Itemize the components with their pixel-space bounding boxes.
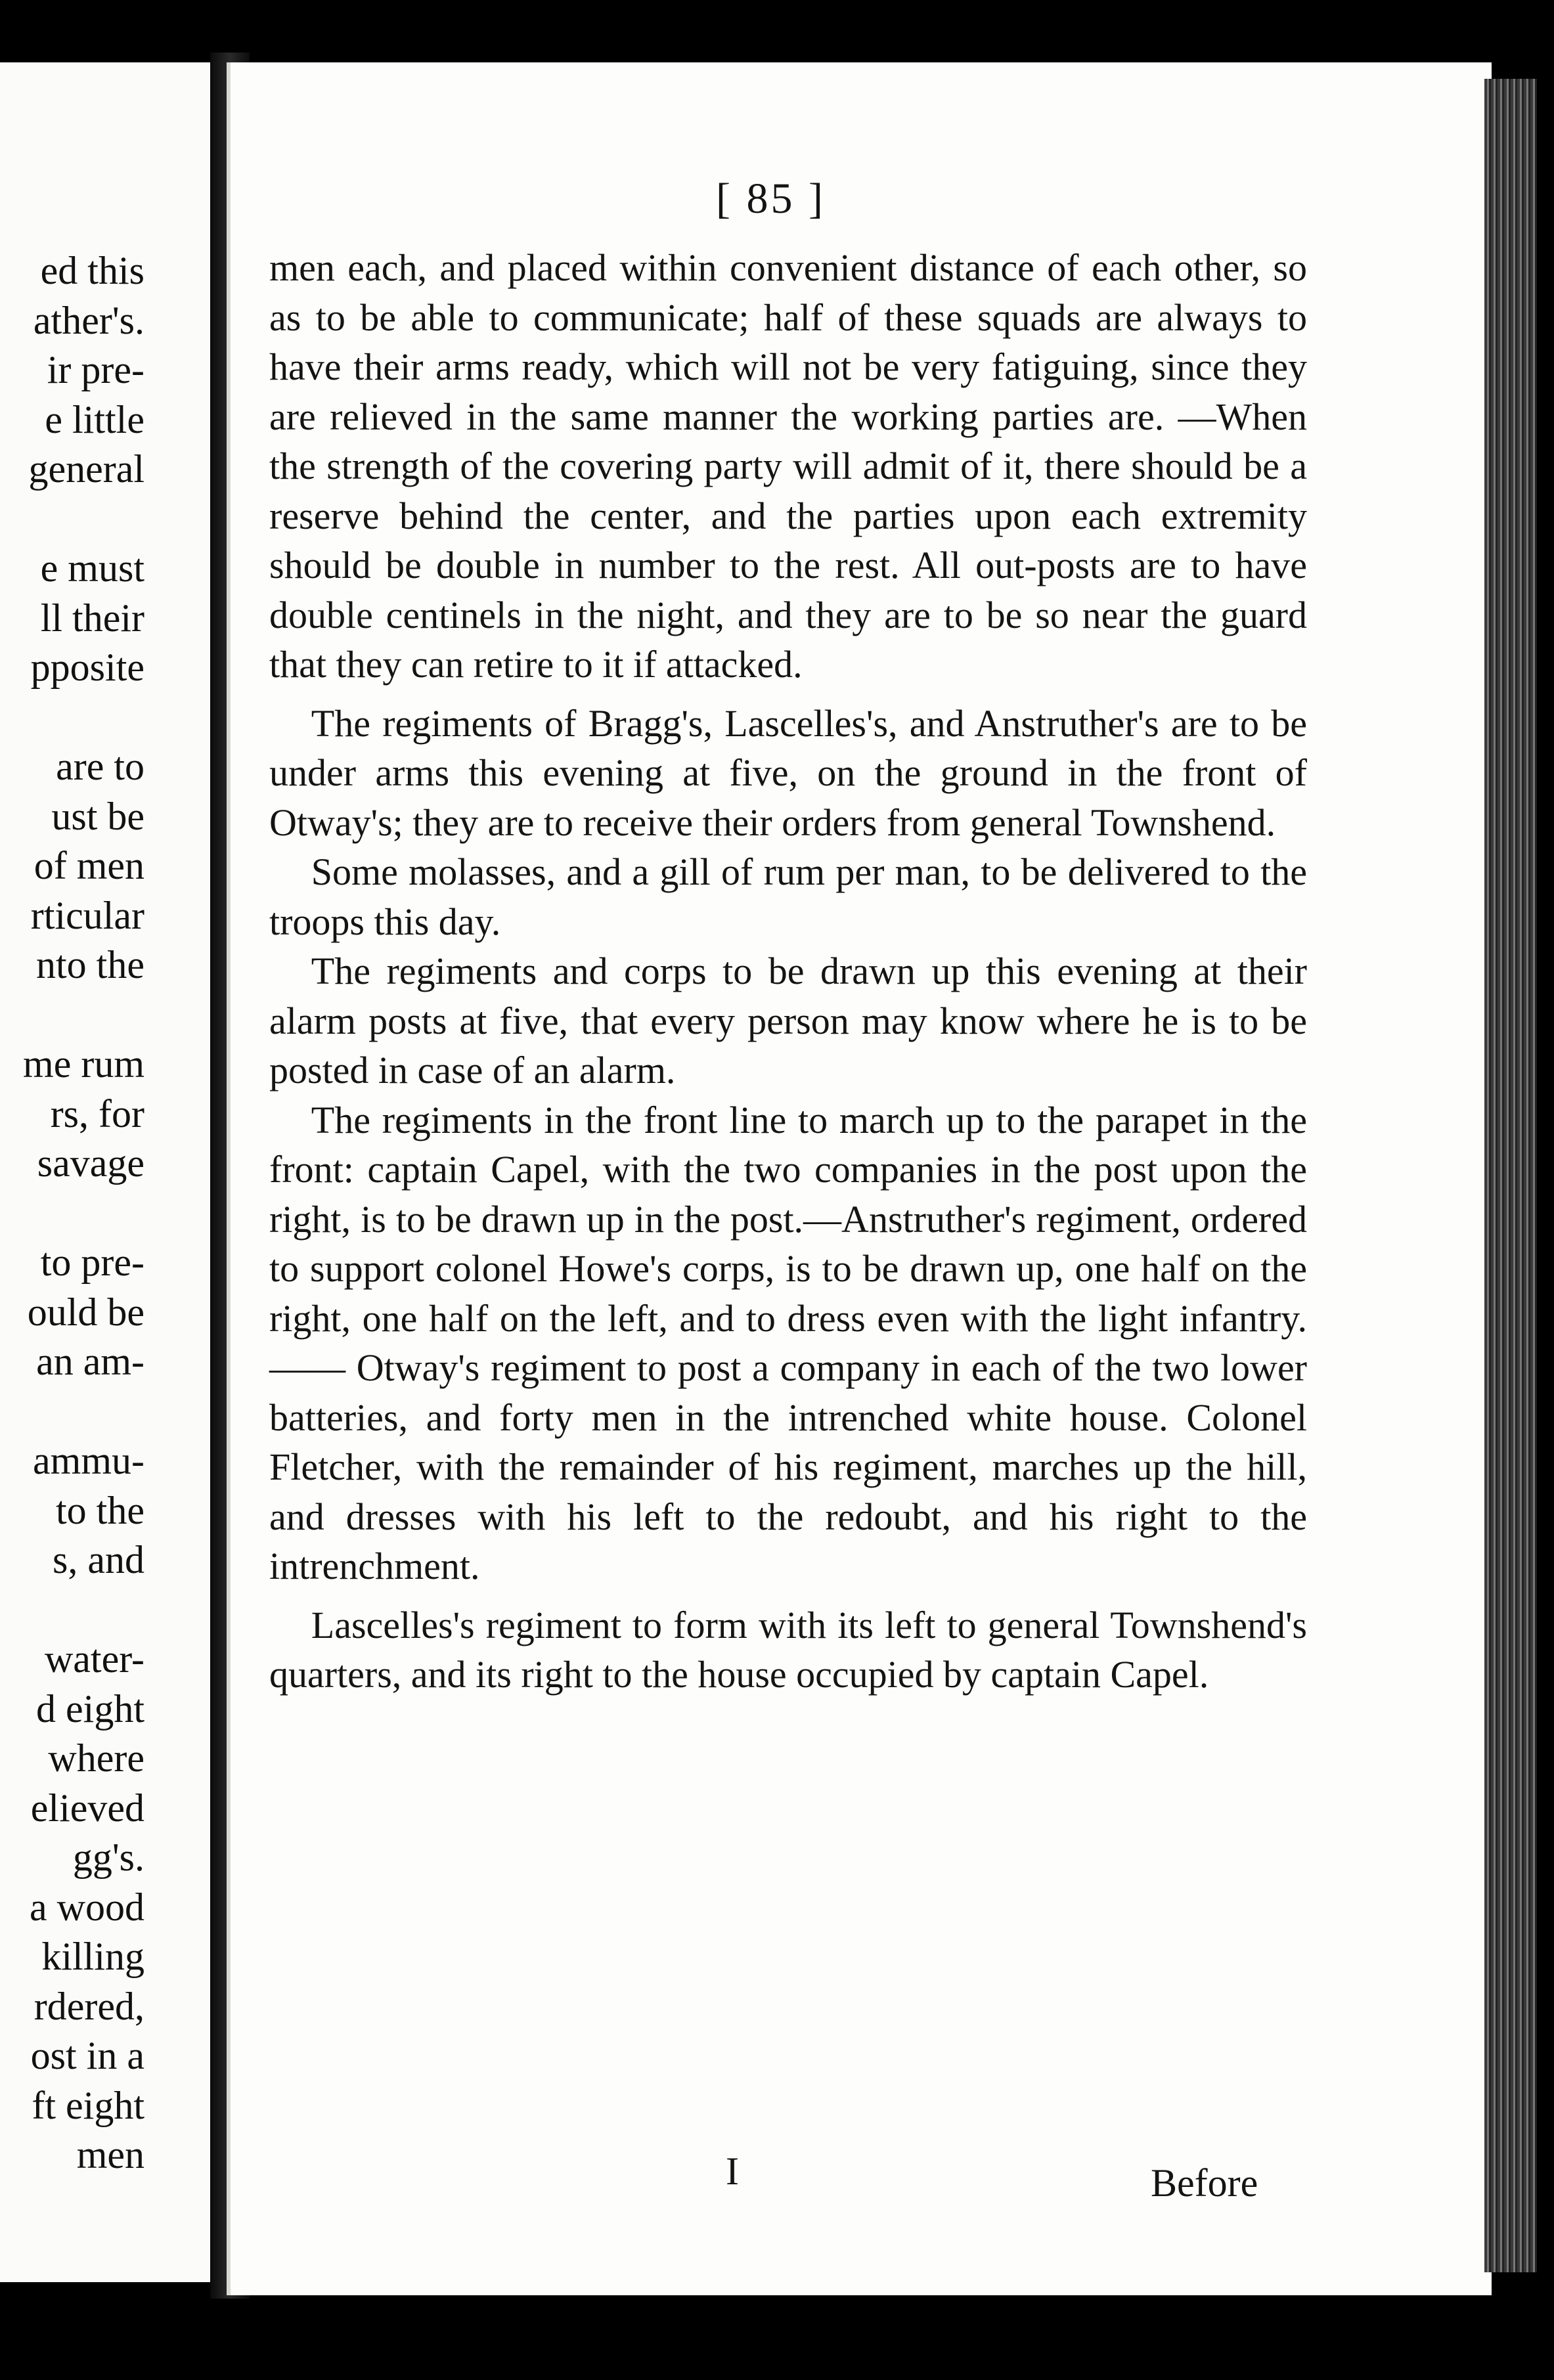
left-page-line: are to bbox=[56, 745, 144, 788]
left-page-line: a wood bbox=[30, 1885, 144, 1929]
left-page-line: ammu- bbox=[33, 1439, 144, 1482]
left-page-line: e must bbox=[40, 546, 144, 590]
left-page-line: ould be bbox=[27, 1290, 144, 1334]
left-page-line: elieved bbox=[30, 1786, 144, 1830]
left-page-line: to pre- bbox=[40, 1241, 144, 1284]
left-page-line: me rum bbox=[23, 1042, 144, 1086]
left-page-line: s, and bbox=[53, 1538, 144, 1581]
signature-mark: I bbox=[726, 2149, 739, 2193]
left-page-line bbox=[23, 1189, 144, 1239]
left-page-line: ust be bbox=[51, 794, 144, 838]
left-page-line: where bbox=[48, 1736, 144, 1780]
paragraph: The regiments and corps to be drawn up this evening at their alarm posts at five, that every person may know where he is to be posted in case of an alarm. bbox=[269, 950, 1307, 1091]
left-page-line: d eight bbox=[36, 1686, 144, 1730]
paragraph: The regiments of Bragg's, Lascelles's, and Anstruther's are to be under arms this evening at five, on the ground in the front of Otway's; they are to receive their orders from general Townshend. bbox=[269, 701, 1307, 844]
catchword: Before bbox=[1151, 2161, 1258, 2205]
left-page-line: an am- bbox=[36, 1340, 144, 1383]
left-page-line bbox=[23, 693, 144, 743]
left-page-line bbox=[23, 495, 144, 544]
left-page-line: rticular bbox=[30, 893, 144, 937]
left-page-line: men bbox=[76, 2133, 144, 2176]
left-page bbox=[0, 62, 210, 2282]
left-page-line: rdered, bbox=[33, 1984, 144, 2028]
paragraph: men each, and placed within convenient distance of each other, so as to be able to communicate; half of these squads are always to have their arms ready, which will not be very fatiguing, since they are relieved in the same manner the working parties are. —When the strength of the covering party will admit of it, there should be a reserve behind the center, and the parties upon each extremity should be double in number to the rest. All out-posts are to have double centinels in the night, and they are to be so near the guard that they can retire to it if attacked. bbox=[269, 246, 1307, 686]
left-page-line: killing bbox=[41, 1935, 144, 1978]
left-page-line: savage bbox=[37, 1141, 144, 1185]
left-page-line bbox=[23, 1387, 144, 1437]
left-page-line: general bbox=[28, 447, 144, 491]
left-page-line: pposite bbox=[30, 646, 144, 689]
body-text bbox=[269, 243, 1307, 1700]
left-page-line: ll their bbox=[40, 596, 144, 640]
page-number: [ 85 ] bbox=[716, 175, 826, 223]
left-page-line: rs, for bbox=[50, 1091, 144, 1135]
left-page-line bbox=[23, 1585, 144, 1635]
left-page-line: gg's. bbox=[72, 1836, 144, 1879]
left-page-line: water- bbox=[44, 1637, 144, 1681]
left-page-line: ed this bbox=[40, 249, 144, 292]
left-page-line bbox=[23, 990, 144, 1040]
paragraph: Some molasses, and a gill of rum per man, to be delivered to the troops this day. bbox=[269, 850, 1307, 943]
left-page-text bbox=[23, 246, 144, 2180]
paragraph: Lascelles's regiment to form with its left to general Townshend's quarters, and its right to the house occupied by captain Capel. bbox=[269, 1603, 1307, 1696]
page-edges bbox=[1484, 79, 1537, 2272]
left-page-line: ather's. bbox=[33, 298, 144, 342]
left-page-line: ft eight bbox=[32, 2083, 144, 2127]
left-page-line: ost in a bbox=[30, 2034, 144, 2077]
left-page-line: of men bbox=[33, 844, 144, 887]
left-page-line: nto the bbox=[36, 943, 144, 986]
left-page-line: ir pre- bbox=[47, 348, 144, 391]
paragraph: The regiments in the front line to march up to the parapet in the front: captain Capel, with the two companies in the post upon the right, is to be drawn up in the post.—Anstruther's regiment, ordered to support colonel Howe's corps, is to be drawn up, one half on the right, one half on the left, and to dress even with the light infantry.—— Otway's regiment to post a company in each of the two lower batteries, and forty men in the intrenched white house. Colonel Fletcher, with the remainder of his regiment, marches up the hill, and dresses with his left to the redoubt, and his right to the intrenchment. bbox=[269, 1098, 1307, 1587]
left-page-line: to the bbox=[56, 1488, 144, 1532]
left-page-line: e little bbox=[45, 397, 144, 441]
